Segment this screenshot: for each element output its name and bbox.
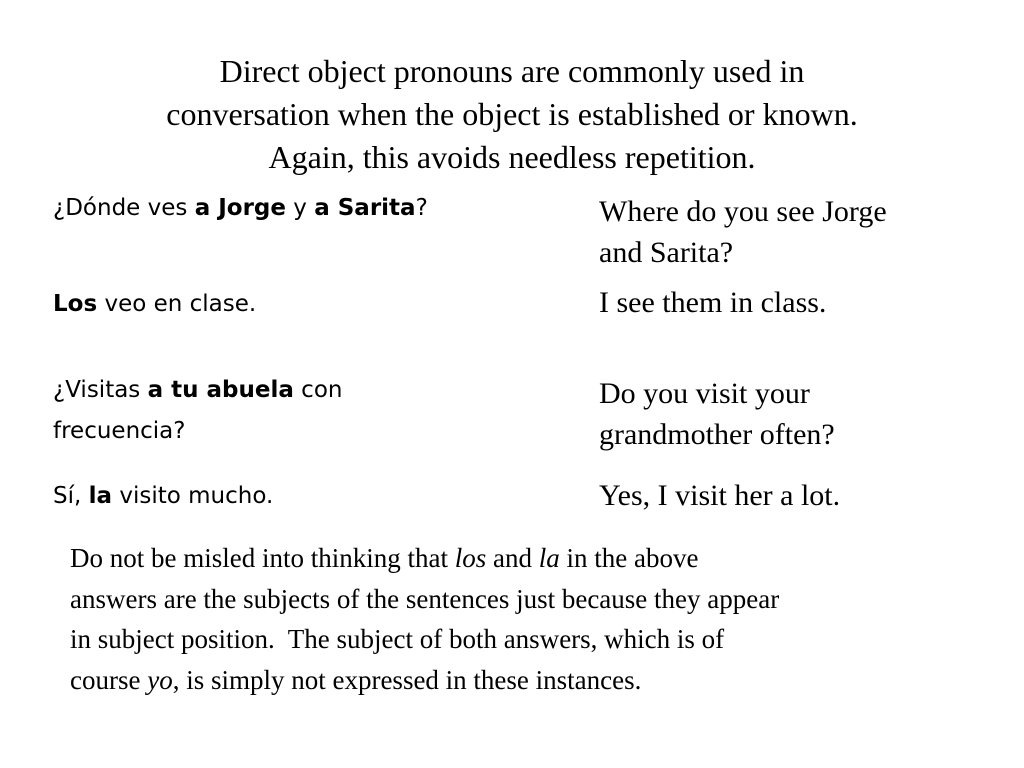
heading-line: Again, this avoids needless repetition. bbox=[268, 139, 756, 175]
spanish-question-jorge-sarita bbox=[53, 188, 428, 229]
note-italic-term: los bbox=[454, 543, 487, 573]
spanish-text: y bbox=[285, 195, 315, 221]
spanish-answer-los bbox=[53, 284, 256, 325]
spanish-text: visito mucho. bbox=[112, 483, 274, 509]
english-line: Do you visit your bbox=[599, 377, 810, 410]
spanish-text: Sí, bbox=[53, 483, 89, 509]
note-italic-term: la bbox=[538, 543, 560, 573]
spanish-text: veo en clase. bbox=[97, 291, 257, 317]
english-translation-abuela bbox=[599, 373, 999, 455]
heading-line: conversation when the object is established or known. bbox=[166, 96, 858, 132]
note-line bbox=[70, 660, 990, 701]
slide-heading bbox=[40, 50, 984, 179]
spanish-direct-object: a tu abuela bbox=[147, 377, 294, 403]
english-translation-los bbox=[599, 282, 999, 323]
spanish-text: ¿Dónde ves bbox=[53, 195, 195, 221]
spanish-direct-object: a Sarita bbox=[314, 195, 416, 221]
spanish-line bbox=[53, 370, 342, 411]
spanish-pronoun: Los bbox=[53, 291, 98, 317]
spanish-text: ? bbox=[415, 195, 428, 221]
spanish-question-abuela bbox=[53, 370, 342, 452]
note-italic-term: yo bbox=[147, 664, 173, 695]
english-line: I see them in class. bbox=[599, 286, 827, 319]
english-line: grandmother often? bbox=[599, 418, 835, 451]
english-line: and Sarita? bbox=[599, 236, 734, 269]
note-line: answers are the subjects of the sentences just because they appear bbox=[70, 583, 780, 614]
note-line bbox=[70, 538, 990, 579]
english-translation-la bbox=[599, 475, 999, 516]
english-line: Yes, I visit her a lot. bbox=[599, 479, 841, 512]
note-text: Do not be misled into thinking that bbox=[70, 543, 455, 573]
explanatory-note bbox=[70, 538, 990, 700]
note-text: in the above bbox=[559, 543, 699, 573]
note-text: and bbox=[486, 543, 539, 573]
spanish-text: ¿Visitas bbox=[53, 377, 148, 403]
note-text: course bbox=[70, 664, 148, 695]
spanish-line: frecuencia? bbox=[53, 418, 186, 444]
spanish-text: con bbox=[293, 377, 343, 403]
english-line: Where do you see Jorge bbox=[599, 195, 887, 228]
spanish-direct-object: a Jorge bbox=[194, 195, 286, 221]
heading-line: Direct object pronouns are commonly used in bbox=[219, 53, 805, 89]
spanish-pronoun: la bbox=[88, 483, 113, 509]
note-text: , is simply not expressed in these instances. bbox=[172, 664, 642, 695]
english-translation-jorge-sarita bbox=[599, 191, 999, 273]
spanish-answer-la bbox=[53, 476, 273, 517]
note-line: in subject position. The subject of both answers, which is of bbox=[70, 624, 725, 654]
